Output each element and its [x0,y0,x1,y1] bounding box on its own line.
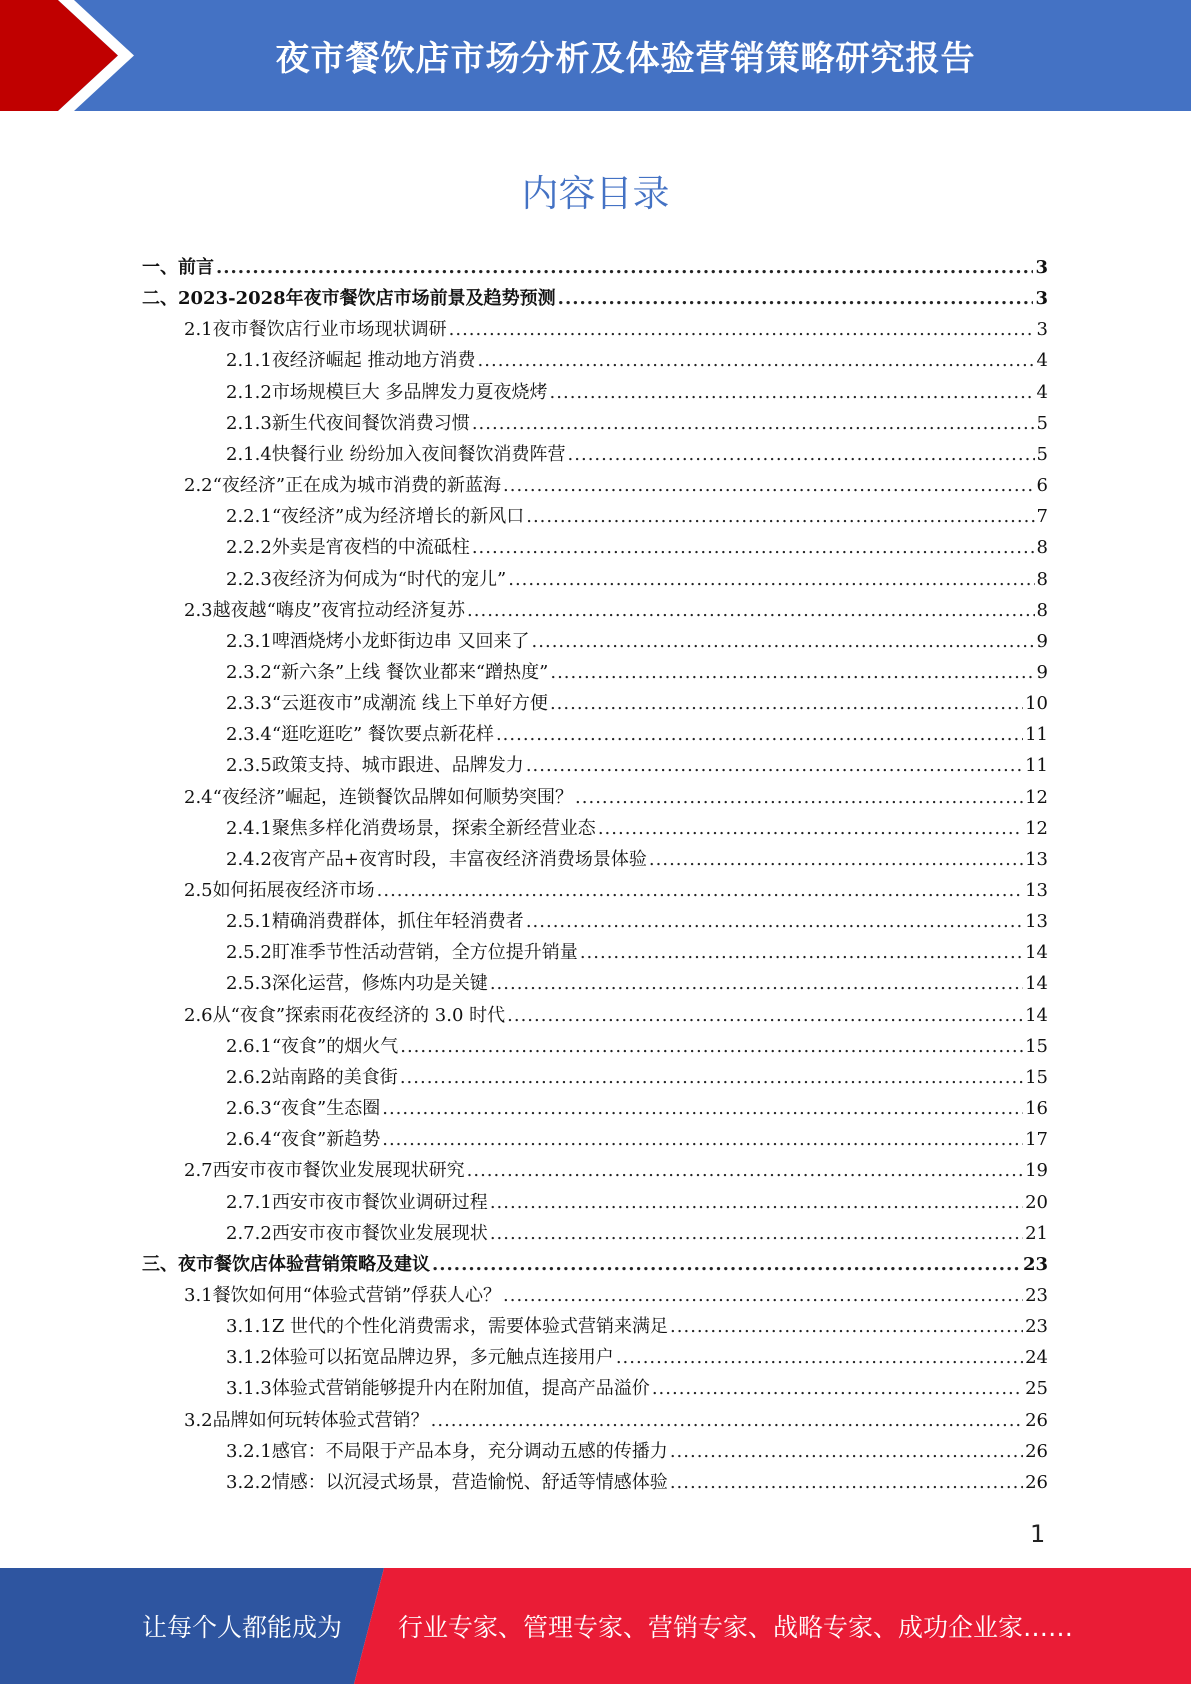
toc-entry-number: 2.3.2 [226,661,272,683]
toc-entry-page: 13 [1025,880,1048,901]
toc-entry-text: 感官：不局限于产品本身，充分调动五感的传播力 [271,1440,668,1462]
toc-entry-page: 7 [1036,506,1048,528]
toc-entry-text: 餐饮如何用“体验式营销”俘获人心？ [212,1284,502,1306]
toc-entry-number: 2.5 [184,880,213,901]
toc-entry-page: 14 [1025,973,1048,995]
toc-entry-page: 8 [1036,537,1048,559]
toc-entry-page: 5 [1036,443,1048,465]
toc-entry[interactable] [226,815,1048,843]
toc-entry-number: 2.3.4 [226,724,272,746]
toc-entry-number: 2.7.1 [226,1191,272,1213]
toc-dot-leader [550,659,1034,687]
toc-entry-page: 10 [1025,693,1048,715]
toc-entry-text: 体验式营销能够提升内在附加值，提高产品溢价 [271,1378,650,1400]
toc-entry-page: 12 [1025,786,1048,808]
toc-entry-text: 精确消费群体，抓住年轻消费者 [271,911,524,933]
toc-dot-leader [550,690,1023,718]
toc-entry-text: 新生代夜间餐饮消费习惯 [271,412,470,434]
header-band [0,0,1191,111]
toc-entry-number: 2.1 [184,319,213,341]
toc-entry-page: 9 [1036,661,1048,683]
toc-entry[interactable] [226,1344,1048,1372]
toc-entry[interactable] [184,1002,1048,1030]
toc-entry[interactable] [226,1375,1048,1403]
toc-entry[interactable] [226,347,1048,375]
toc-entry-text: 夜经济崛起 推动地方消费 [271,350,476,372]
toc-entry-number: 3.2.1 [226,1440,272,1462]
toc-dot-leader [575,784,1023,812]
toc-entry-page: 4 [1036,350,1048,372]
toc-entry-text: 西安市夜市餐饮业发展现状研究 [212,1160,465,1182]
toc-entry-page: 26 [1025,1440,1048,1462]
toc-entry[interactable] [184,1407,1048,1435]
toc-dot-leader [550,379,1035,407]
toc-dot-leader [478,347,1035,375]
toc-dot-leader [490,1189,1023,1217]
toc-entry-text: 前言 [178,257,214,278]
footer-slogan-left: 让每个人都能成为 [142,1613,343,1642]
toc-entry-number: 3.1.3 [226,1378,272,1400]
toc-entry[interactable] [226,534,1048,562]
toc-entry[interactable] [226,441,1048,469]
toc-dot-leader [670,1313,1023,1341]
toc-dot-leader [467,597,1035,625]
toc-entry-page: 14 [1025,1004,1048,1026]
toc-entry[interactable] [226,379,1048,407]
toc-entry-text: 从“夜食”探索雨花夜经济的 3.0 时代 [212,1004,506,1026]
toc-dot-leader [377,877,1023,905]
toc-entry-page: 3 [1036,319,1048,341]
toc-entry-number: 2.1.1 [226,350,272,372]
toc-entry-page: 21 [1025,1222,1048,1244]
toc-dot-leader [503,1282,1023,1310]
toc-entry[interactable] [226,1064,1048,1092]
toc-entry-number: 2.7 [184,1160,213,1182]
toc-dot-leader [496,721,1023,749]
toc-entry-number: 2.3.5 [226,755,272,777]
toc-entry[interactable] [226,1313,1048,1341]
toc-entry-page: 23 [1022,1253,1048,1275]
toc-entry[interactable] [226,1189,1048,1217]
toc-entry[interactable] [142,254,1048,282]
toc-entry-page: 4 [1036,381,1048,403]
toc-entry[interactable] [184,472,1048,500]
toc-entry-number: 一、 [142,257,178,278]
toc-entry-number: 2.5.2 [226,942,272,964]
footer-band [0,1568,1191,1684]
toc-entry[interactable] [184,1157,1048,1185]
toc-entry-number: 2.2.2 [226,537,272,559]
toc-entry-text: 快餐行业 纷纷加入夜间餐饮消费阵营 [271,443,566,465]
toc-entry-page: 3 [1035,288,1048,310]
toc-entry-text: 2023-2028年夜市餐饮店市场前景及趋势预测 [178,288,556,310]
toc-entry-page: 8 [1036,568,1048,590]
toc-dot-leader [616,1344,1023,1372]
toc-dot-leader [508,566,1034,594]
toc-entry[interactable] [184,597,1048,625]
toc-entry[interactable] [226,566,1048,594]
toc-entry-page: 15 [1025,1035,1048,1057]
toc-entry-text: “新六条”上线 餐饮业都来“蹭热度” [271,661,549,683]
toc-entry-number: 2.1.3 [226,412,272,434]
toc-entry-text: “夜食”生态圈 [271,1098,381,1120]
toc-entry[interactable] [184,877,1048,905]
toc-dot-leader [652,1375,1023,1403]
toc-entry-page: 25 [1025,1378,1048,1400]
toc-dot-leader [532,628,1035,656]
toc-entry-number: 2.4.2 [226,848,272,870]
toc-entry[interactable] [226,1095,1048,1123]
toc-entry-page: 8 [1036,599,1048,621]
toc-entry-text: 啤酒烧烤小龙虾街边串 又回来了 [271,630,530,652]
toc-entry[interactable] [226,1126,1048,1154]
toc-entry-number: 2.6.2 [226,1066,272,1088]
toc-entry-text: 盯准季节性活动营销，全方位提升销量 [271,942,578,964]
toc-dot-leader [400,1064,1023,1092]
toc-entry-number: 2.5.3 [226,973,272,995]
toc-entry[interactable] [226,721,1048,749]
toc-entry-page: 26 [1025,1409,1048,1431]
toc-dot-leader [382,1126,1023,1154]
toc-entry-page: 13 [1025,848,1048,870]
toc-entry-number: 2.6 [184,1004,213,1026]
toc-entry-number: 2.1.4 [226,443,272,465]
toc-dot-leader [400,1033,1023,1061]
toc-dot-leader [490,970,1023,998]
toc-entry-page: 6 [1036,475,1048,497]
toc-entry-text: 政策支持、城市跟进、品牌发力 [271,755,524,777]
toc-entry-text: 品牌如何玩转体验式营销？ [212,1409,429,1431]
toc-entry[interactable] [142,1251,1048,1279]
toc-entry-text: 站南路的美食街 [271,1066,398,1088]
toc-dot-leader [472,410,1035,438]
toc-entry[interactable] [184,784,1048,812]
toc-dot-leader [568,441,1035,469]
toc-entry-number: 3.1.2 [226,1347,272,1369]
toc-entry-number: 2.5.1 [226,911,272,933]
toc-entry-number: 2.3.3 [226,693,272,715]
toc-entry-page: 12 [1025,817,1048,839]
toc-entry-page: 19 [1025,1160,1048,1182]
toc-entry-text: 西安市夜市餐饮业发展现状 [271,1222,488,1244]
toc-entry-text: 夜经济为何成为“时代的宠儿” [271,568,507,590]
toc-entry-page: 9 [1036,630,1048,652]
toc-entry-page: 3 [1035,257,1048,278]
toc-dot-leader [382,1095,1023,1123]
toc-entry-page: 13 [1025,911,1048,933]
toc-entry[interactable] [226,690,1048,718]
toc-entry[interactable] [226,939,1048,967]
toc-dot-leader [507,1002,1023,1030]
toc-dot-leader [449,316,1035,344]
toc-entry-text: “夜经济”正在成为城市消费的新蓝海 [212,475,502,497]
toc-entry-text: 西安市夜市餐饮业调研过程 [271,1191,488,1213]
toc-dot-leader [526,908,1023,936]
toc-entry-page: 5 [1036,412,1048,434]
toc-entry-text: 夜市餐饮店体验营销策略及建议 [178,1253,430,1275]
toc-entry-text: 情感：以沉浸式场景，营造愉悦、舒适等情感体验 [271,1471,668,1493]
toc-entry[interactable] [226,846,1048,874]
toc-entry[interactable] [226,410,1048,438]
toc-dot-leader [431,1407,1023,1435]
toc-entry[interactable] [226,908,1048,936]
toc-entry-page: 16 [1025,1098,1048,1120]
toc-entry-page: 20 [1025,1191,1048,1213]
toc-dot-leader [503,472,1035,500]
toc-dot-leader [216,254,1033,282]
header-chevron-icon [0,0,170,111]
toc-entry-text: 深化运营，修炼内功是关键 [271,973,488,995]
toc-entry-page: 23 [1025,1316,1048,1338]
toc-entry-text: 市场规模巨大 多品牌发力夏夜烧烤 [271,381,548,403]
page-number: 1 [1030,1520,1046,1548]
toc-entry-text: “夜食”新趋势 [271,1129,381,1151]
toc-entry-text: 聚焦多样化消费场景，探索全新经营业态 [271,817,596,839]
toc-entry[interactable] [226,1438,1048,1466]
toc-dot-leader [649,846,1023,874]
footer-slogan-right: 行业专家、管理专家、营销专家、战略专家、成功企业家…… [398,1613,1074,1642]
toc-entry-number: 2.7.2 [226,1222,272,1244]
toc-entry[interactable] [142,285,1048,313]
toc-entry-text: 外卖是宵夜档的中流砥柱 [271,537,470,559]
toc-entry[interactable] [226,752,1048,780]
toc-entry-page: 24 [1025,1347,1048,1369]
toc-entry-number: 2.4 [184,786,213,808]
toc-entry-page: 14 [1025,942,1048,964]
toc-entry[interactable] [226,659,1048,687]
toc-entry-number: 3.1 [184,1284,213,1306]
toc-entry-number: 3.2 [184,1409,213,1431]
toc-entry-number: 2.6.1 [226,1035,272,1057]
toc-entry-text: “夜食”的烟火气 [271,1035,399,1057]
toc-entry[interactable] [226,1469,1048,1497]
toc-entry-page: 11 [1025,724,1048,746]
toc-dot-leader [526,503,1034,531]
toc-dot-leader [580,939,1023,967]
toc-entry[interactable] [226,628,1048,656]
toc-entry-number: 2.6.4 [226,1129,272,1151]
toc-dot-leader [670,1469,1023,1497]
toc-entry-page: 11 [1025,755,1048,777]
toc-entry-page: 15 [1025,1066,1048,1088]
toc-entry[interactable] [226,1033,1048,1061]
toc-entry-number: 2.3.1 [226,630,272,652]
toc-dot-leader [526,752,1023,780]
toc-entry-text: “逛吃逛吃” 餐饮要点新花样 [271,724,494,746]
toc-entry-number: 2.2.1 [226,506,272,528]
toc-entry-number: 二、 [142,288,178,310]
toc-entry-text: 越夜越“嗨皮”夜宵拉动经济复苏 [212,599,466,621]
toc-dot-leader [558,285,1034,313]
toc-entry-number: 三、 [142,1253,178,1275]
toc-entry-text: 夜宵产品+夜宵时段，丰富夜经济消费场景体验 [271,848,647,870]
toc-entry-text: “夜经济”崛起，连锁餐饮品牌如何顺势突围？ [212,786,574,808]
toc-entry[interactable] [226,970,1048,998]
toc-entry[interactable] [184,316,1048,344]
toc-entry-page: 26 [1025,1471,1048,1493]
toc-dot-leader [432,1251,1021,1279]
toc-entry-page: 17 [1025,1129,1048,1151]
toc-dot-leader [670,1438,1023,1466]
toc-entry[interactable] [226,1220,1048,1248]
toc-dot-leader [467,1157,1023,1185]
toc-entry-number: 3.1.1 [226,1316,272,1338]
toc-entry-number: 2.1.2 [226,381,272,403]
toc-entry[interactable] [184,1282,1048,1310]
toc-entry-text: “云逛夜市”成潮流 线上下单好方便 [271,693,548,715]
toc-entry-number: 2.6.3 [226,1098,272,1120]
toc-dot-leader [490,1220,1023,1248]
toc-entry-number: 2.2 [184,475,213,497]
toc-entry-number: 2.2.3 [226,568,272,590]
toc-entry-number: 2.4.1 [226,817,272,839]
toc-entry-text: 夜市餐饮店行业市场现状调研 [212,319,447,341]
toc-entry-number: 2.3 [184,599,213,621]
toc-entry-text: 如何拓展夜经济市场 [212,880,375,901]
report-title: 夜市餐饮店市场分析及体验营销策略研究报告 [275,39,976,79]
toc-heading: 内容目录 [521,172,670,215]
toc-entry-text: “夜经济”成为经济增长的新风口 [271,506,525,528]
toc-entry-text: Z 世代的个性化消费需求，需要体验式营销来满足 [271,1316,669,1338]
toc-entry-page: 23 [1025,1284,1048,1306]
toc-entry-text: 体验可以拓宽品牌边界，多元触点连接用户 [271,1347,614,1369]
toc-dot-leader [598,815,1023,843]
toc-entry[interactable] [226,503,1048,531]
toc-entry-number: 3.2.2 [226,1471,272,1493]
toc-dot-leader [472,534,1035,562]
